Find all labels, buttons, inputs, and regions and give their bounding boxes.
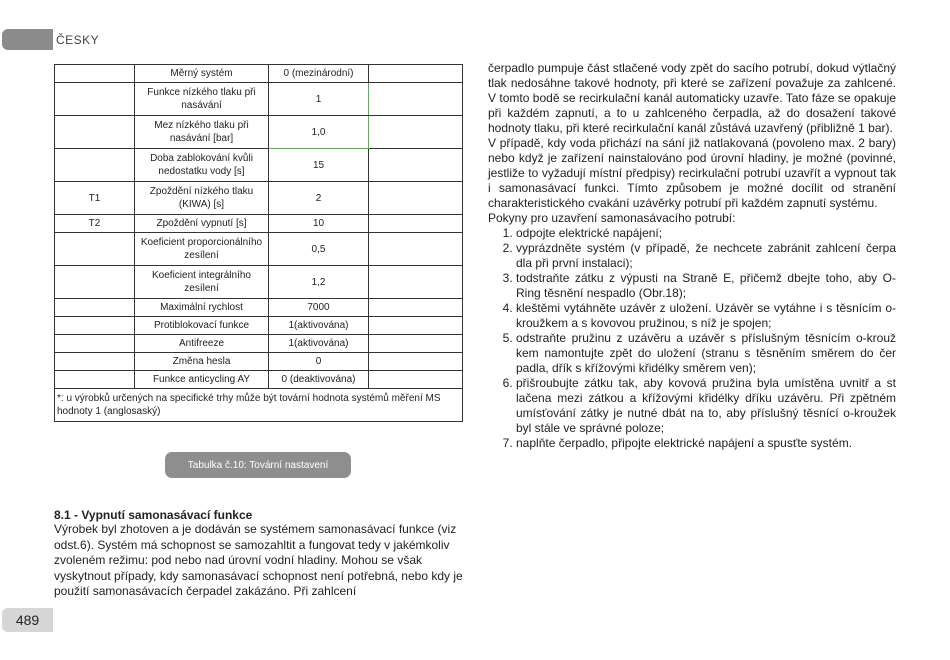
param-name: Funkce nízkého tlaku při nasávání [135,83,269,116]
empty-cell [369,182,463,215]
param-name: Koeficient integrálního zesílení [135,266,269,299]
empty-cell [369,299,463,317]
list-item: 7. naplňte čerpadlo, připojte elektrické napájení a spusťte systém. [516,436,896,451]
list-item: 1. odpojte elektrické napájení; [516,226,896,241]
param-code [55,371,135,389]
param-value: 0 (deaktivována) [269,371,369,389]
empty-cell [369,233,463,266]
empty-cell [369,317,463,335]
param-name: Maximální rychlost [135,299,269,317]
param-code: T2 [55,215,135,233]
param-value: 1(aktivována) [269,317,369,335]
section-paragraph: Výrobek byl zhotoven a je dodáván se systémem samonasávací funkce (viz odst.6). Systém má schopnost se samozahltit a fungovat tedy v jakémkoliv zvoleném režimu: pod nebo nad úrovní vodní hladiny. Mohou se však vyskytnout případy, kdy samonasávací schopnost není potřebná, nebo kdy je použití samonasávacích čerpadel zakázáno. Při zahlcení [54,522,463,598]
table-row [55,149,463,182]
param-code [55,335,135,353]
param-name: Zpoždění vypnutí [s] [135,215,269,233]
table-row [55,266,463,299]
param-name: Doba zablokování kvůli nedostatku vody [s] [135,149,269,182]
param-code [55,116,135,149]
paragraph-recirculation: čerpadlo pumpuje část stlačené vody zpět do sacího potrubí, dokud výtlačný tlak nedosáhne takové hodnoty, při které se zařízení považuje za zahlcené. V tomto bodě se recirkulační kanál automaticky uzavře. Tato fáze se opakuje při každém zapnutí, a to u zahlceného čerpadla, až do dosažení takové hodnoty tlaku, při které recirkulační kanál zůstává uzavřený (přibližně 1 bar). [488,61,896,135]
param-code [55,353,135,371]
table-row [55,317,463,335]
param-value: 1,2 [269,266,369,299]
list-item: 2. vyprázdněte systém (v případě, že nechcete zabránit zahlcení čerpa dla při první instalaci); [516,241,896,271]
param-value: 15 [269,149,369,182]
table-row [55,83,463,116]
table-row [55,182,463,215]
table-row [55,65,463,83]
param-value: 0,5 [269,233,369,266]
factory-settings-table [54,64,463,422]
paragraph-pressurized-inlet: V případě, kdy voda přichází na sání již natlakovaná (povoleno max. 2 bary) nebo když je zařízení nainstalováno pod úrovní hladiny, je možné (povinné, jestliže to vyžadují místní předpisy) recirkulační potrubí uzavřít a vypnout tak i samonasávací funkci. Tímto způsobem je možné docílit od stranění charakteristického cvakání uzávěrky potrubí při každém zapnutí systému. [488,136,896,210]
list-item: 6. přišroubujte zátku tak, aby kovová pružina byla umístěna uvnitř a st lačena mezi zátkou a křížovými křidélky dříku uzávěru. Při zpětném umísťování zátky je nutné dbát na to, aby příslušný těsnící o-kroužek byl stále ve správné poloze; [516,376,896,436]
table-row [55,299,463,317]
param-code [55,317,135,335]
language-label: ČESKY [56,33,100,47]
empty-cell [369,266,463,299]
table-note: *: u výrobků určených na specifické trhy může být tovární hodnota systémů měření MS hodnoty 1 (anglosaský) [55,389,463,422]
param-code [55,83,135,116]
page-number: 489 [2,608,53,632]
list-item: 4. kleštěmi vytáhněte uzávěr z uložení. Uzávěr se vytáhne i s těsnícím o-kroužkem a s kovovou pružinou, s níž je spojen; [516,301,896,331]
empty-cell [369,116,463,149]
list-item: 3. todstraňte zátku z výpusti na Straně E, přičemž dbejte toho, aby O-Ring těsnění nespadlo (Obr.18); [516,271,896,301]
instructions-list [488,226,896,451]
table-row [55,215,463,233]
param-name: Antifreeze [135,335,269,353]
param-value: 0 [269,353,369,371]
param-value: 2 [269,182,369,215]
param-value: 0 (mezinárodní) [269,65,369,83]
param-name: Zpoždění nízkého tlaku (KIWA) [s] [135,182,269,215]
section-body [54,522,466,600]
param-name: Měrný systém [135,65,269,83]
table-row [55,353,463,371]
param-code [55,299,135,317]
param-value: 10 [269,215,369,233]
empty-cell [369,149,463,182]
param-name: Koeficient proporcionálního zesílení [135,233,269,266]
instructions-heading: Pokyny pro uzavření samonasávacího potrubí: [488,211,736,225]
empty-cell [369,215,463,233]
table-note-row [55,389,463,422]
param-code [55,65,135,83]
param-code: T1 [55,182,135,215]
table-row [55,116,463,149]
param-code [55,233,135,266]
param-name: Protiblokovací funkce [135,317,269,335]
empty-cell [369,371,463,389]
table-row [55,233,463,266]
table-row [55,371,463,389]
empty-cell [369,353,463,371]
table-caption: Tabulka č.10: Tovární nastavení [165,452,351,478]
param-value: 1,0 [269,116,369,149]
param-code [55,266,135,299]
param-value: 1 [269,83,369,116]
param-name: Mez nízkého tlaku při nasávání [bar] [135,116,269,149]
param-name: Funkce anticycling AY [135,371,269,389]
right-column [488,61,896,451]
empty-cell [369,83,463,116]
param-value: 7000 [269,299,369,317]
table-row [55,335,463,353]
section-title: 8.1 - Vypnutí samonasávací funkce [54,508,253,522]
empty-cell [369,335,463,353]
param-code [55,149,135,182]
param-name: Změna hesla [135,353,269,371]
empty-cell [369,65,463,83]
param-value: 1(aktivována) [269,335,369,353]
list-item: 5. odstraňte pružinu z uzávěru a uzávěr s příslušným těsnícím o-krouž kem namontujte zpět do uložení (stranu s těsněním směrem do čer padla, dřík s křížovými křidélky směrem ven); [516,331,896,376]
language-tab [2,29,53,50]
